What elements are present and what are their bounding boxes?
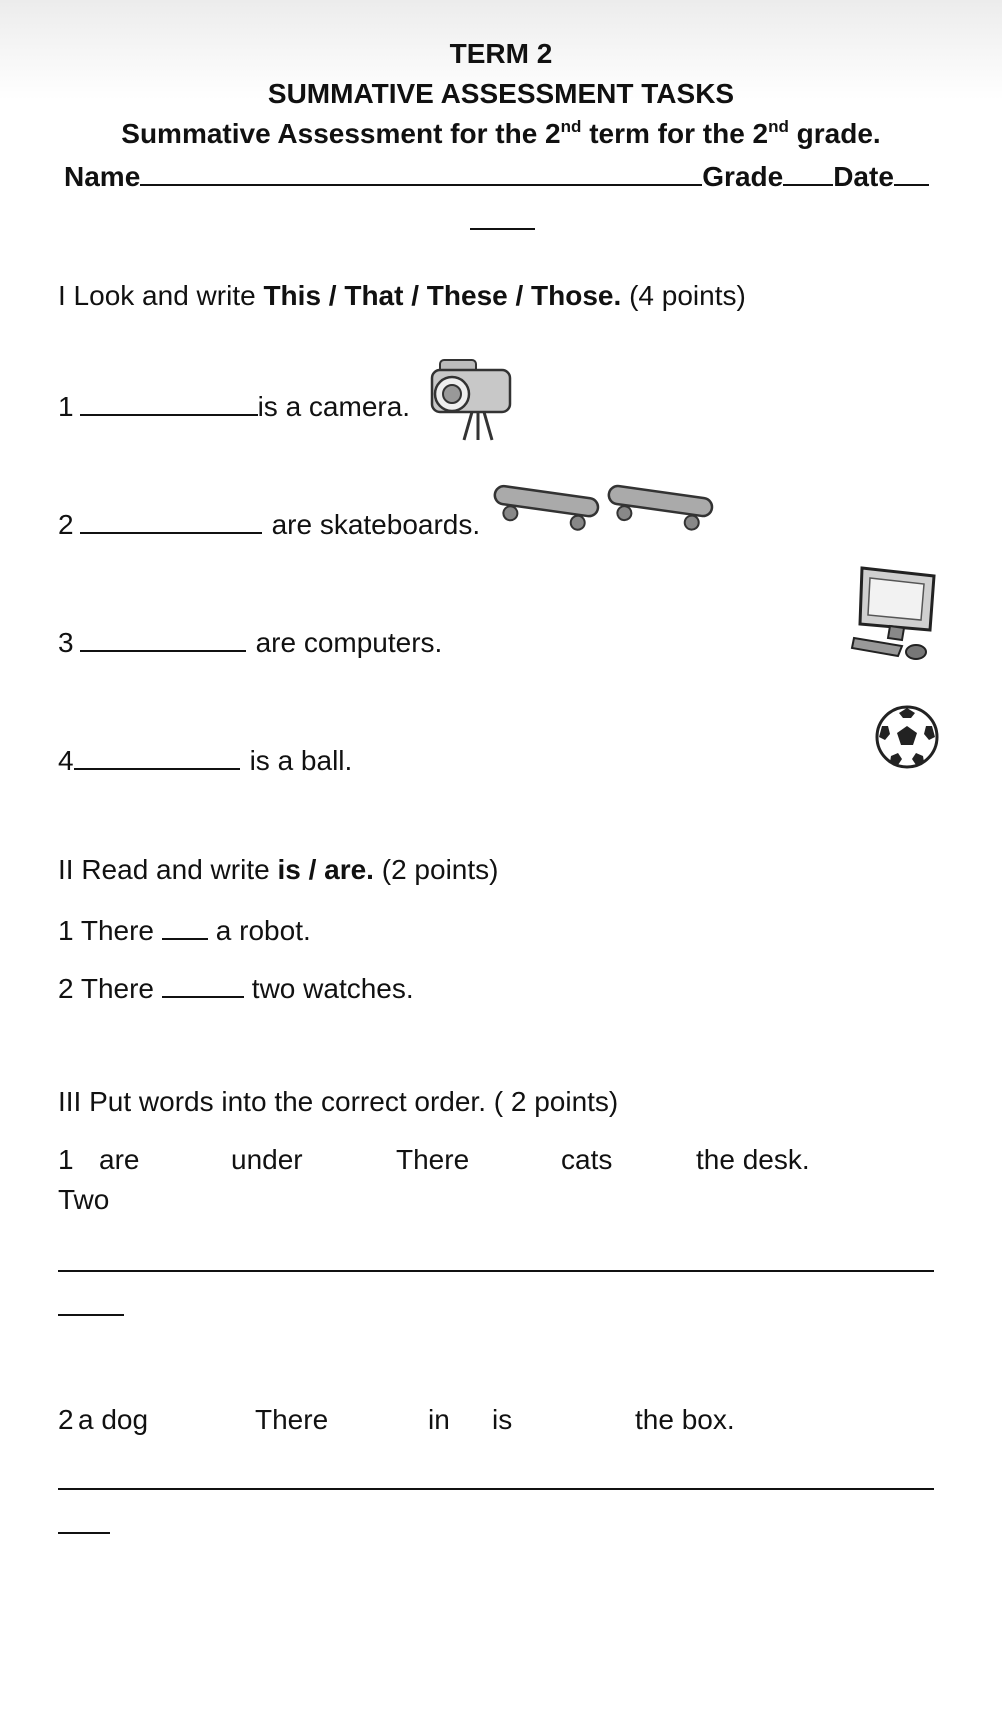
answer-line[interactable] <box>58 1270 934 1272</box>
scrambled-word: cats <box>561 1144 613 1175</box>
answer-line-continued[interactable] <box>58 1532 110 1534</box>
scrambled-word: in <box>428 1404 450 1435</box>
scrambled-word: the desk. <box>696 1144 810 1175</box>
answer-blank[interactable] <box>80 388 258 416</box>
scrambled-word: There <box>255 1404 329 1435</box>
grade-field[interactable] <box>783 158 833 186</box>
page-title: SUMMATIVE ASSESSMENT TASKS <box>267 78 735 109</box>
name-label: Name <box>64 161 141 192</box>
grade-label: Grade <box>702 161 784 192</box>
exercise-1-item-1: 1 is a camera. <box>58 388 410 423</box>
computer-icon <box>850 564 938 675</box>
answer-blank[interactable] <box>162 970 244 998</box>
scrambled-word: under <box>231 1144 303 1175</box>
skateboard-icon <box>490 474 720 547</box>
scrambled-word: is <box>492 1404 513 1435</box>
name-field[interactable] <box>140 158 702 186</box>
section-2-heading: II Read and write is / are. (2 points) <box>58 854 499 885</box>
answer-blank[interactable] <box>80 624 246 652</box>
answer-line-continued[interactable] <box>58 1314 124 1316</box>
exercise-2-item-1: 1 There a robot. <box>58 912 311 947</box>
scrambled-word: the box. <box>635 1404 735 1435</box>
answer-blank[interactable] <box>162 912 208 940</box>
section-3-heading: III Put words into the correct order. ( 2 points) <box>58 1086 619 1117</box>
exercise-3-q1-number: 1 <box>58 1144 74 1175</box>
student-info-line <box>64 158 929 193</box>
camera-icon <box>428 354 516 449</box>
date-field[interactable] <box>894 158 929 186</box>
page-subtitle: Summative Assessment for the 2nd term for the 2nd grade. <box>121 117 881 149</box>
section-1-heading: I Look and write This / That / These / Those. (4 points) <box>58 280 746 311</box>
answer-blank[interactable] <box>80 506 262 534</box>
scrambled-word: Two <box>58 1184 110 1215</box>
scrambled-word: a dog <box>78 1404 149 1435</box>
answer-blank[interactable] <box>74 742 240 770</box>
exercise-3-q2-number: 2 <box>58 1404 74 1435</box>
exercise-1-item-3: 3 are computers. <box>58 624 442 659</box>
scrambled-word: There <box>396 1144 470 1175</box>
date-label: Date <box>833 161 894 192</box>
soccer-ball-icon <box>874 704 940 775</box>
answer-line[interactable] <box>58 1488 934 1490</box>
scrambled-word: are <box>99 1144 140 1175</box>
exercise-1-item-4: 4 is a ball. <box>58 742 352 777</box>
exercise-1-item-2: 2 are skateboards. <box>58 506 480 541</box>
date-field-continued[interactable] <box>470 228 535 230</box>
exercise-2-item-2: 2 There two watches. <box>58 970 414 1005</box>
term-heading: TERM 2 <box>449 38 553 69</box>
